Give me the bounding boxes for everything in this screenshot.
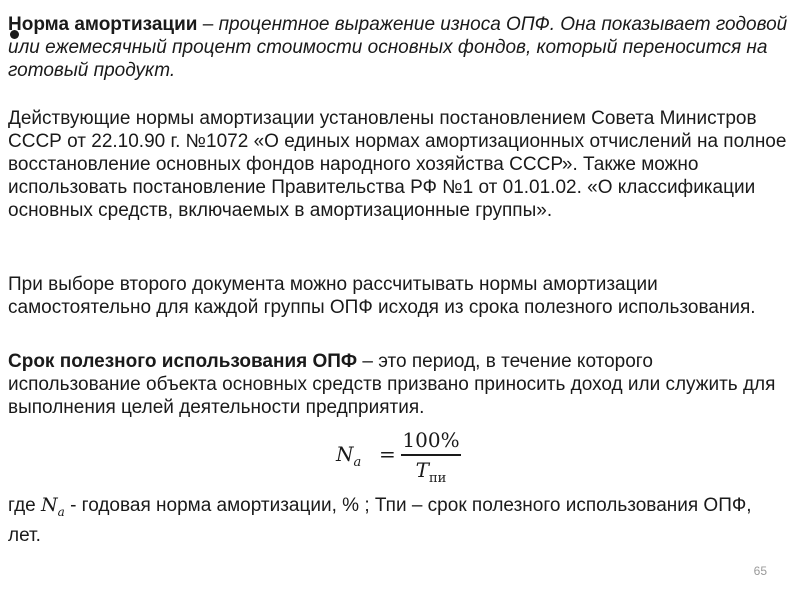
- term-amortization-rate: Норма амортизации: [8, 14, 198, 35]
- term-useful-life: Срок полезного использования ОПФ: [8, 351, 358, 372]
- useful-life-text: – это период, в течение которого использование объекта основных средств призвано приносить доход или служить для выполнения целей деятельности предприятия.: [8, 351, 776, 418]
- formula-fraction: [401, 428, 461, 491]
- formula-equals: =: [379, 442, 396, 466]
- page-number: 65: [753, 564, 767, 578]
- legend-paragraph: где $N_a$ - годовая норма амортизации, % ; Тпи – срок полезного использования ОПФ, лет.: [8, 494, 752, 546]
- useful-life-paragraph: [8, 350, 788, 419]
- dash: –: [197, 14, 219, 35]
- fraction-bar: [401, 454, 461, 456]
- calculation-paragraph: При выборе второго документа можно рассчитывать нормы амортизации самостоятельно для каждой группы ОПФ исходя из срока полезного использования.: [8, 274, 756, 318]
- formula-lhs: $N_a$: [336, 442, 362, 470]
- formula-numerator: 100%: [402, 428, 460, 452]
- regulation-paragraph: Действующие нормы амортизации установлены постановлением Совета Министров СССР от 22.10.90 г. №1072 «О единых нормах амортизационных отчислений на полное восстановление основных фондов народного хозяйства СССР». Также можно использовать постановление Правительства РФ №1 от 01.01.02. «О классификации основных средств, включаемых в амортизационные группы».: [8, 108, 787, 221]
- definition-paragraph: [8, 13, 788, 82]
- legend-symbol: $N_a$: [41, 494, 65, 519]
- definition-text: процентное выражение износа ОПФ. Она показывает годовой или ежемесячный процент стоимости основных фондов, который переносится на готовый продукт.: [8, 14, 788, 81]
- formula-denominator: $T_{пи}$: [415, 457, 447, 486]
